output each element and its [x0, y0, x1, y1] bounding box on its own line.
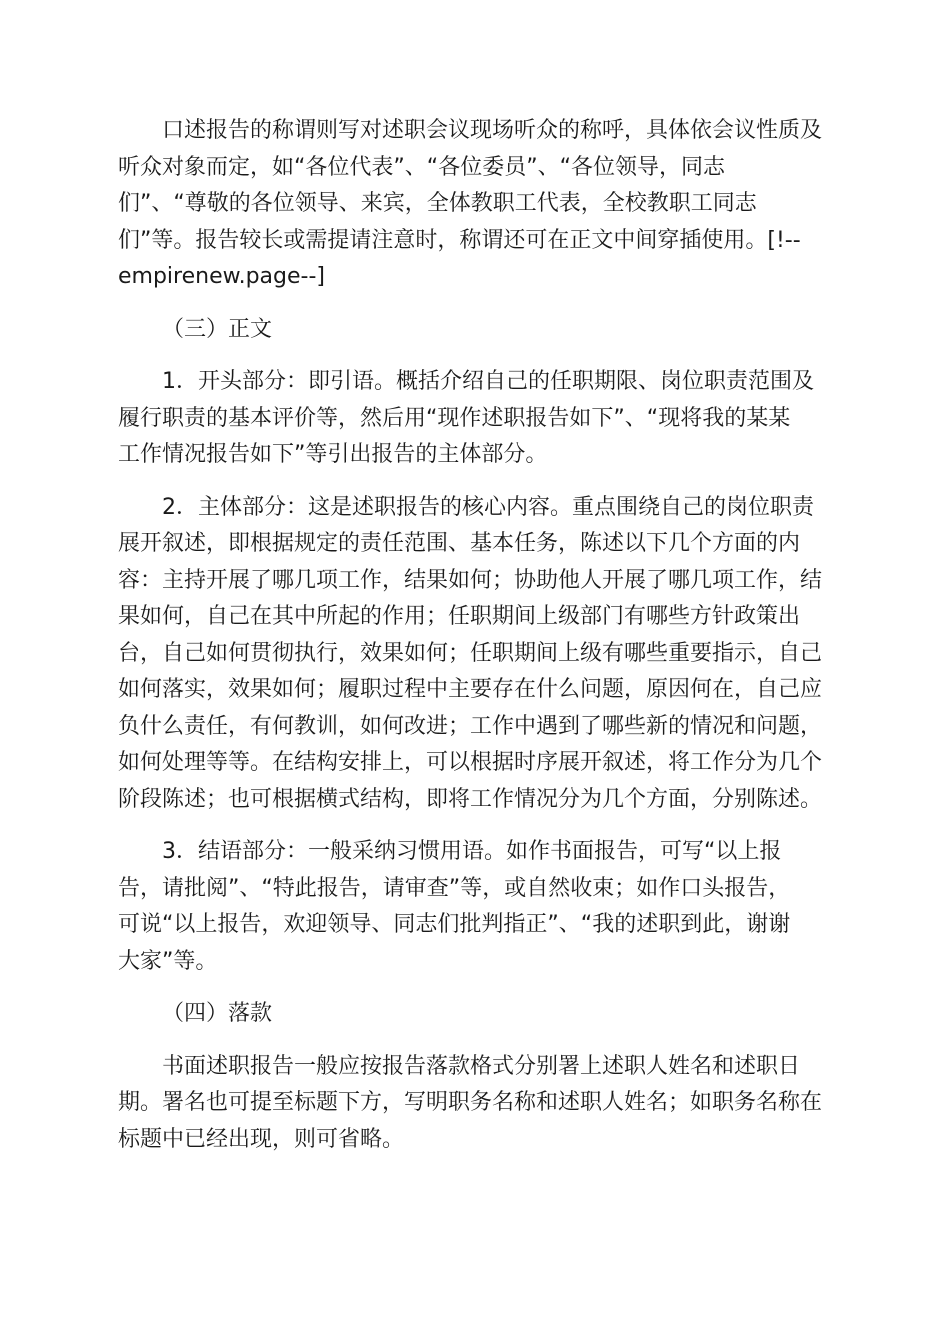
- text-line: 2．主体部分：这是述职报告的核心内容。重点围绕自己的岗位职责: [162, 494, 814, 520]
- text-line: 履行职责的基本评价等，然后用“现作述职报告如下”、“现将我的某某: [118, 405, 791, 431]
- text-line: 果如何，自己在其中所起的作用；任职期间上级部门有哪些方针政策出: [118, 604, 801, 629]
- paragraph-signature: [118, 1049, 836, 1159]
- text-line: 听众对象而定，如“各位代表”、“各位委员”、“各位领导，同志: [118, 154, 725, 180]
- paragraph-salutation: [118, 113, 836, 296]
- text-line: 书面述职报告一般应按报告落款格式分别署上述职人姓名和述职日: [162, 1053, 801, 1079]
- text-line: 3．结语部分：一般采纳习惯用语。如作书面报告，可写“以上报: [162, 839, 782, 864]
- paragraph-main-body: [118, 490, 836, 819]
- text-line: empirenew.page--]: [118, 264, 325, 289]
- text-line: 1．开头部分：即引语。概括介绍自己的任职期限、岗位职责范围及: [162, 369, 814, 394]
- text-line: 们”等。报告较长或需提请注意时，称谓还可在正文中间穿插使用。[!--: [118, 227, 801, 253]
- text-line: 期。署名也可提至标题下方，写明职务名称和述职人姓名；如职务名称在: [118, 1090, 823, 1115]
- section-heading-body: （三）正文: [162, 316, 273, 342]
- text-line: 们”、“尊敬的各位领导、来宾，全体教职工代表，全校教职工同志: [118, 191, 757, 216]
- text-line: 容：主持开展了哪几项工作，结果如何；协助他人开展了哪几项工作，结: [118, 567, 823, 593]
- paragraph-opening: [118, 364, 836, 474]
- paragraph-conclusion: [118, 834, 836, 980]
- text-line: 标题中已经出现，则可省略。: [118, 1126, 405, 1152]
- text-line: 阶段陈述；也可根据横式结构，即将工作情况分为几个方面，分别陈述。: [118, 786, 823, 812]
- text-line: 口述报告的称谓则写对述职会议现场听众的称呼，具体依会议性质及: [162, 118, 823, 143]
- text-line: 大家”等。: [118, 948, 218, 974]
- text-line: 如何处理等等。在结构安排上，可以根据时序展开叙述，将工作分为几个: [118, 750, 823, 775]
- text-line: 如何落实，效果如何；履职过程中主要存在什么问题，原因何在，自己应: [118, 677, 823, 702]
- text-line: 负什么责任，有何教训，如何改进；工作中遇到了哪些新的情况和问题，: [118, 713, 823, 739]
- text-line: 台，自己如何贯彻执行，效果如何；任职期间上级有哪些重要指示，自己: [118, 640, 823, 666]
- text-line: 工作情况报告如下”等引出报告的主体部分。: [118, 442, 548, 467]
- document-body: [118, 113, 836, 1174]
- text-line: 展开叙述，即根据规定的责任范围、基本任务，陈述以下几个方面的内: [118, 531, 801, 556]
- text-line: 告，请批阅”、“特此报告，请审查”等，或自然收束；如作口头报告，: [118, 875, 791, 901]
- section-heading-signature: （四）落款: [162, 1001, 273, 1026]
- text-line: 可说“以上报告，欢迎领导、同志们批判指正”、“我的述职到此，谢谢: [118, 912, 791, 937]
